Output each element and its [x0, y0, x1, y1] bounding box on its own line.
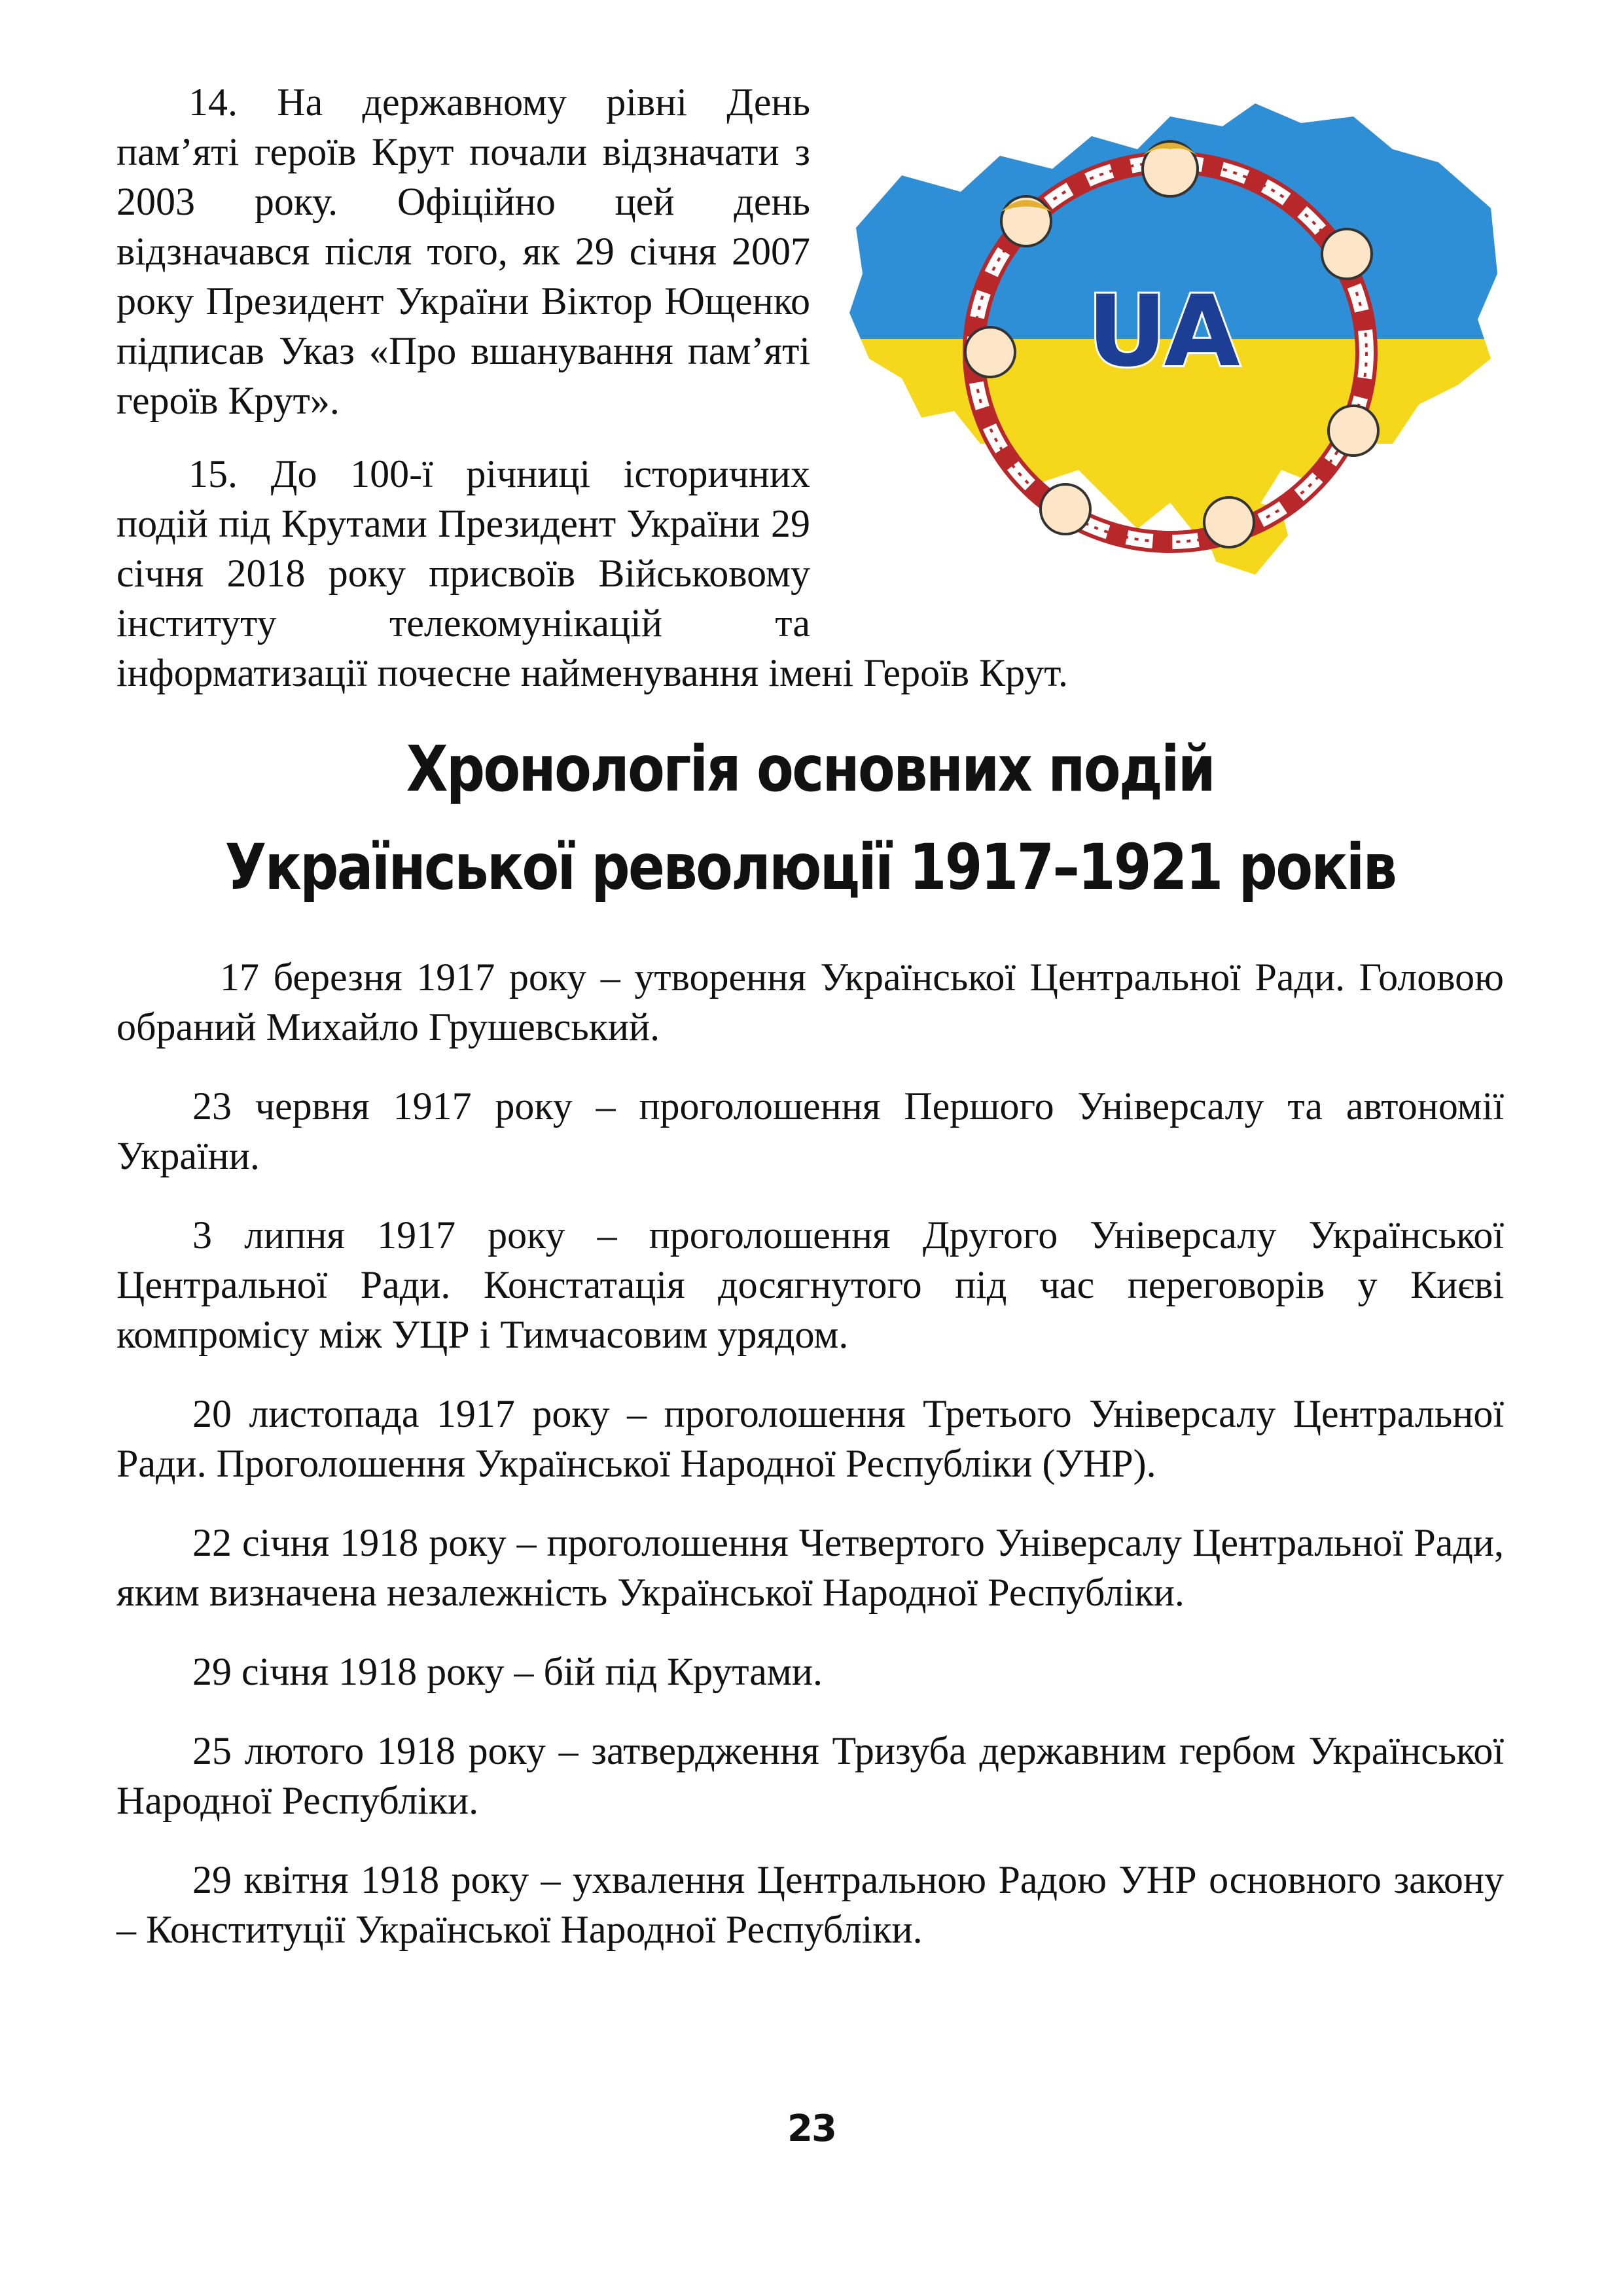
paragraph-15: 15. До 100-ї річниці історичних подій під Крутами Президент України 29 січня 2018 року присвоїв Військовому інституту телекомунікацій та інформатизації почесне найменування імені Героїв Крут.: [116, 452, 1069, 694]
event-item: 23 червня 1917 року – проголошення Першого Універсалу та автономії України.: [116, 1085, 1504, 1177]
event-item: 29 січня 1918 року – бій під Крутами.: [192, 1650, 823, 1693]
event-item: 29 квітня 1918 року – ухвалення Центральною Радою УНР основного закону – Конституції Української Народної Республіки.: [116, 1858, 1504, 1951]
event-item: 3 липня 1917 року – проголошення Другого Універсалу Української Центральної Ради. Констатація досягнутого під час переговорів у Києві компромісу між УЦР і Тимчасовим урядом.: [116, 1213, 1504, 1356]
ukraine-map-children-circle-icon: [830, 77, 1504, 607]
chronology-heading: [213, 720, 1406, 916]
heading-line-2: Української революції 1917–1921 років: [224, 831, 1396, 904]
heading-line-1: Хронологія основних подій: [406, 732, 1215, 806]
event-item: 17 березня 1917 року – утворення Української Центральної Ради. Головою обраний Михайло Грушевський.: [116, 956, 1504, 1049]
page-number: 23: [787, 2108, 836, 2150]
events-list: [116, 952, 1504, 1984]
paragraph-14: 14. На державному рівні День пам’яті героїв Крут почали відзначати з 2003 року. Офіційно цей день відзначався після того, як 29 січня 2007 року Президент України Віктор Ющенко підписав Указ «Про вшанування пам’яті героїв Крут».: [116, 81, 810, 422]
ua-badge-text: UA: [1087, 275, 1240, 389]
event-item: 22 січня 1918 року – проголошення Четвертого Універсалу Центральної Ради, яким визначена незалежність Української Народної Республіки.: [116, 1521, 1504, 1614]
intro-section: [116, 77, 1504, 698]
event-item: 20 листопада 1917 року – проголошення Третього Універсалу Центральної Ради. Проголошення Української Народної Республіки (УНР).: [116, 1392, 1504, 1485]
event-item: 25 лютого 1918 року – затвердження Тризуба державним гербом Української Народної Республіки.: [116, 1729, 1504, 1822]
